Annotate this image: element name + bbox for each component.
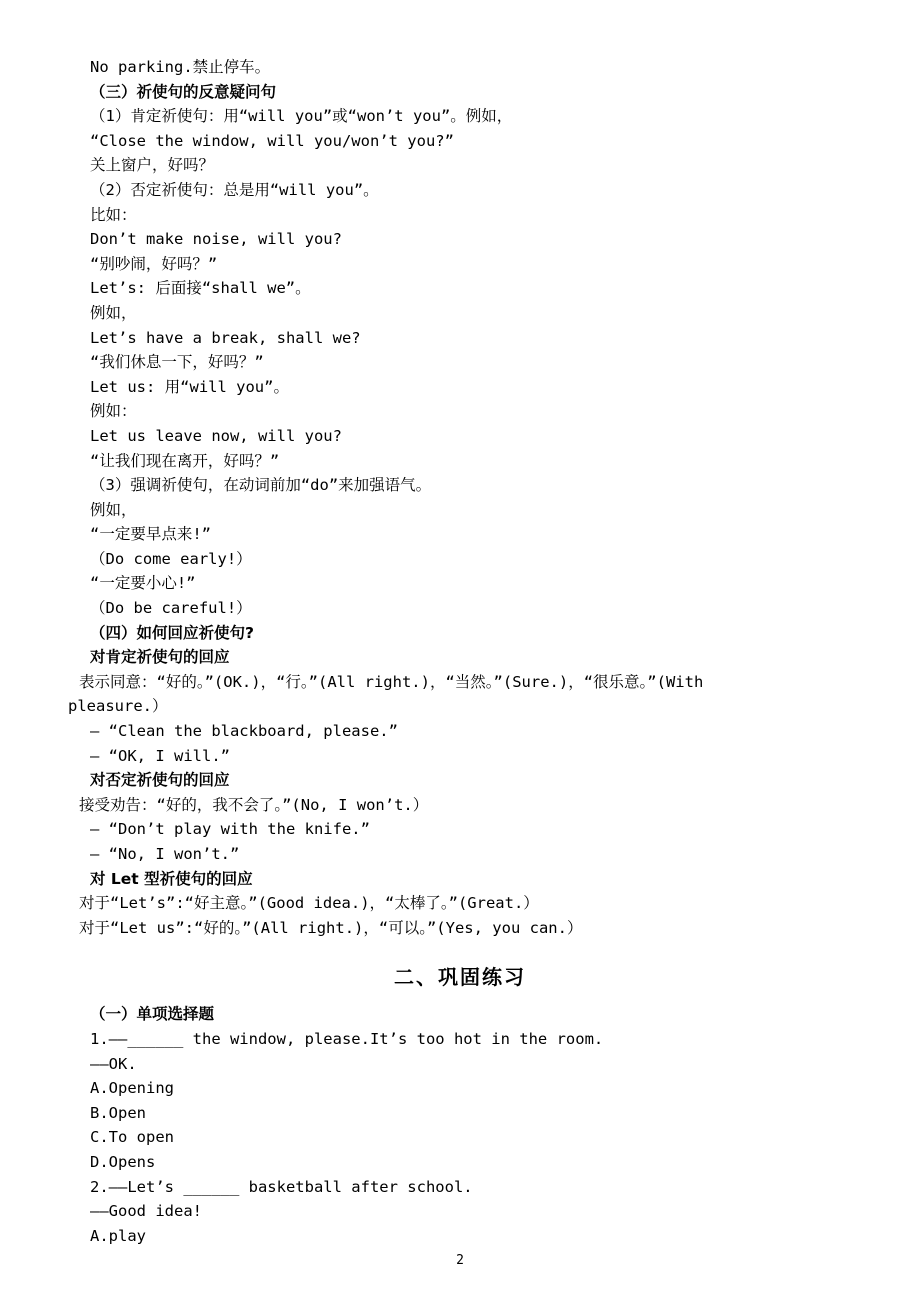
text-line: C.To open <box>90 1128 174 1147</box>
text-line: — “Clean the blackboard, please.” <box>90 722 398 741</box>
text-line: 例如， <box>90 500 137 519</box>
text-line: No parking.禁止停车。 <box>90 58 271 76</box>
text-line: “别吵闹，好吗？” <box>90 254 218 273</box>
document-body <box>68 55 852 1248</box>
text-line: 例如： <box>90 402 137 421</box>
text-line: A.Opening <box>90 1079 174 1098</box>
text-line: 对于“Let us”:“好的。”(All right.)，“可以。”(Yes, you can.） <box>79 918 583 937</box>
paragraph-heading: （一）单项选择题 <box>90 1005 215 1024</box>
text-line: 1.——______ the window, please.It’s too hot in the room. <box>90 1029 604 1048</box>
section-heading: 二、巩固练习 <box>394 965 526 990</box>
text-line: “我们休息一下，好吗？” <box>90 353 264 372</box>
text-line: ——Good idea! <box>90 1202 202 1221</box>
text-line: pleasure.） <box>68 697 168 716</box>
paragraph-heading: 对 Let 型祈使句的回应 <box>90 869 253 888</box>
text-line: （Do be careful!） <box>90 599 252 618</box>
text-line: “Close the window, will you/won’t you?” <box>90 131 454 150</box>
text-line: （3）强调祈使句，在动词前加“do”来加强语气。 <box>90 476 432 495</box>
text-line: — “OK, I will.” <box>90 746 230 765</box>
text-line: 对于“Let’s”:“好主意。”(Good idea.)，“太棒了。”(Great.） <box>79 894 539 913</box>
text-line: ——OK. <box>90 1054 137 1073</box>
text-line: — “Don’t play with the knife.” <box>90 820 370 839</box>
text-line: Let’s: 后面接“shall we”。 <box>90 279 311 298</box>
text-line: Let’s have a break, shall we? <box>90 328 361 347</box>
text-line: 接受劝告：“好的，我不会了。”(No, I won’t.） <box>79 795 429 814</box>
text-line: （2）否定祈使句：总是用“will you”。 <box>90 180 379 199</box>
text-line: 关上窗户，好吗？ <box>90 156 215 175</box>
paragraph-heading: 对否定祈使句的回应 <box>90 771 230 790</box>
page-number: 2 <box>456 1253 464 1268</box>
text-line: B.Open <box>90 1103 146 1122</box>
text-line: 例如， <box>90 303 137 322</box>
text-line: Let us: 用“will you”。 <box>90 377 289 396</box>
text-line: “一定要小心!” <box>90 574 196 593</box>
text-line: — “No, I won’t.” <box>90 845 240 863</box>
text-line: D.Opens <box>90 1152 156 1171</box>
text-line: 比如： <box>90 205 137 224</box>
text-line: A.play <box>90 1226 146 1245</box>
paragraph-heading: （四）如何回应祈使句? <box>90 623 254 642</box>
text-line: （1）肯定祈使句：用“will you”或“won’t you”。例如， <box>90 107 513 126</box>
text-line: Let us leave now, will you? <box>90 426 342 445</box>
text-line: 2.——Let’s ______ basketball after school. <box>90 1177 473 1196</box>
text-line: Don’t make noise, will you? <box>90 230 342 249</box>
text-line: “让我们现在离开，好吗？” <box>90 451 280 470</box>
text-line: “一定要早点来!” <box>90 525 211 544</box>
paragraph-heading: 对肯定祈使句的回应 <box>90 648 230 667</box>
paragraph-heading: （三）祈使句的反意疑问句 <box>90 82 277 101</box>
text-line: 表示同意：“好的。”(OK.)，“行。”(All right.)，“当然。”(Sure.)，“很乐意。”(With <box>79 672 704 691</box>
text-line: （Do come early!） <box>90 549 252 568</box>
